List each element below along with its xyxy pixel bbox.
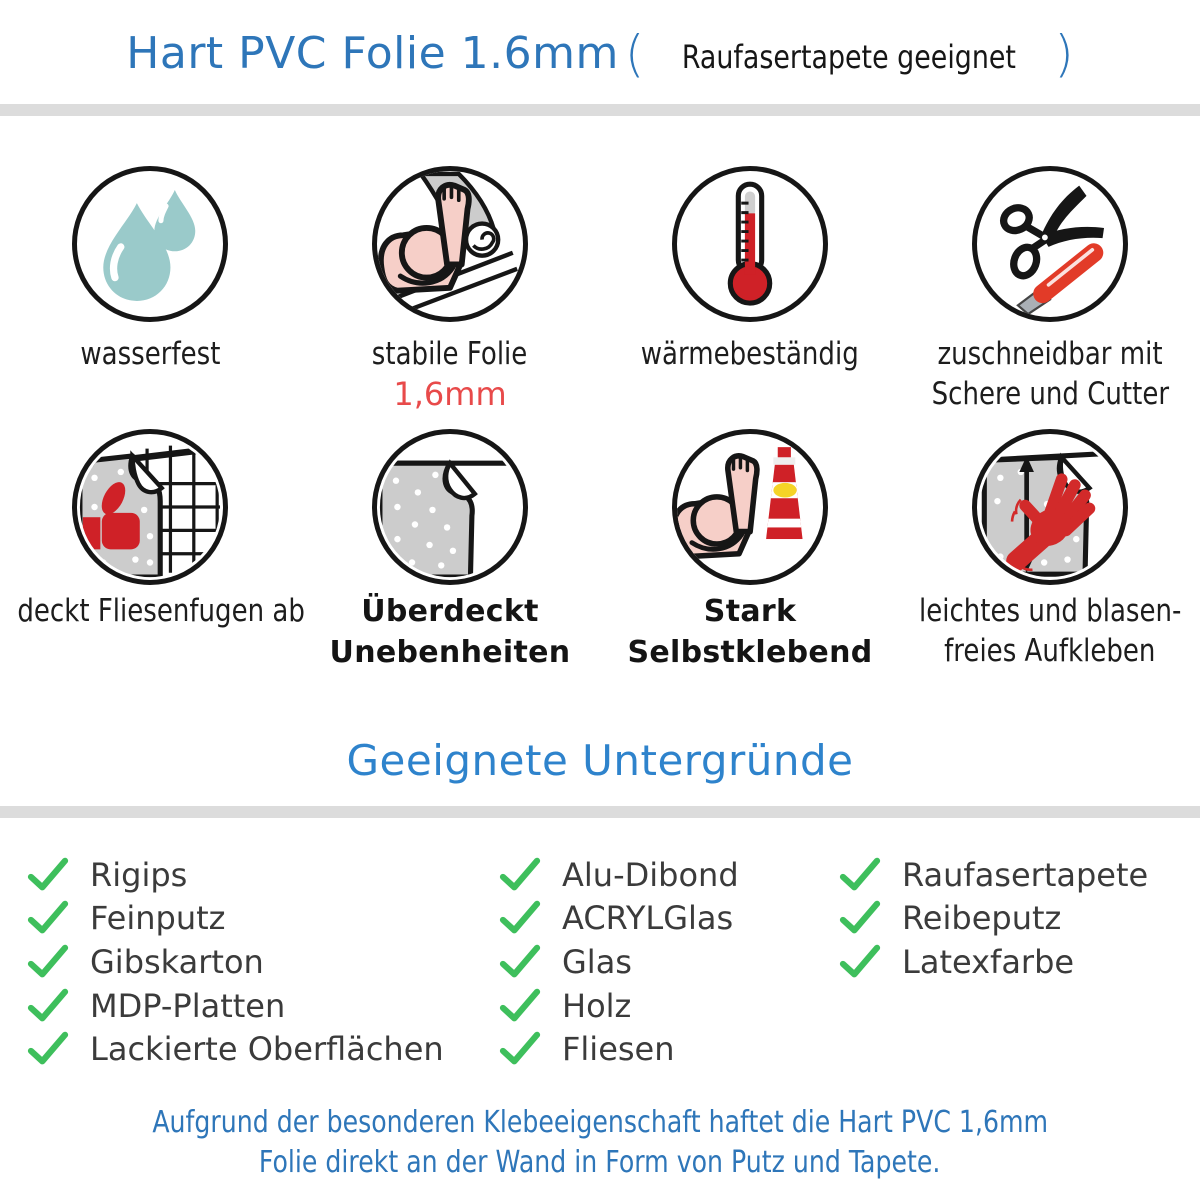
- substrate-label: Alu-Dibond: [562, 855, 739, 894]
- section-heading-untergruende: Geeignete Untergründe: [346, 736, 854, 785]
- footnote: [0, 1103, 1200, 1183]
- feature-wasserfest: [0, 166, 300, 415]
- thermometer-icon: [672, 166, 828, 322]
- hand-smoothing-icon: [972, 429, 1128, 585]
- substrate-label: Reibeputz: [902, 899, 1062, 938]
- feature-label-line2: Selbstklebend: [627, 635, 873, 670]
- list-item: [498, 897, 739, 941]
- feature-selbstklebend: [600, 429, 900, 673]
- paren-close: ): [1054, 25, 1074, 83]
- list-item: [26, 897, 444, 941]
- title-paren-text: Raufasertapete geeignet: [682, 38, 1017, 76]
- list-item: [838, 897, 1148, 941]
- water-drops-icon: [72, 166, 228, 322]
- page-title: [0, 22, 1200, 98]
- feature-row-1: [0, 166, 1200, 415]
- feature-label: wärmebeständig: [641, 336, 859, 372]
- check-icon: [26, 1031, 70, 1067]
- check-icon: [26, 988, 70, 1024]
- feature-label-line2: Unebenheiten: [329, 635, 571, 670]
- feature-label: wasserfest: [79, 336, 221, 372]
- feature-label: deckt Fliesenfugen ab: [17, 593, 305, 629]
- feature-label: leichtes und blasen-: [918, 593, 1182, 629]
- scissors-cutter-icon: [972, 166, 1128, 322]
- muscle-arm-glue-icon: [672, 429, 828, 585]
- feature-fliesenfugen: [0, 429, 305, 673]
- substrate-label: Fliesen: [562, 1030, 675, 1069]
- check-icon: [838, 900, 882, 936]
- list-item: [498, 940, 739, 984]
- feature-label: Überdeckt: [361, 594, 539, 629]
- list-item: [498, 984, 739, 1028]
- feature-label: Stark: [703, 594, 797, 629]
- divider-top: [0, 104, 1200, 116]
- check-icon: [26, 857, 70, 893]
- substrate-label: Lackierte Oberflächen: [90, 1030, 444, 1069]
- list-item: [26, 940, 444, 984]
- check-icon: [26, 944, 70, 980]
- list-item: [498, 853, 739, 897]
- list-item: [26, 1027, 444, 1071]
- check-icon: [498, 944, 542, 980]
- feature-thickness-label: 1,6mm: [393, 375, 507, 413]
- substrate-label: Rigips: [90, 855, 188, 894]
- muscle-arm-foil-icon: [372, 166, 528, 322]
- footnote-line1: Aufgrund der besonderen Klebeeigenschaft haftet die Hart PVC 1,6mm: [152, 1105, 1048, 1140]
- feature-label: stabile Folie: [372, 336, 528, 372]
- substrate-column-2: [498, 853, 739, 1071]
- substrate-label: Glas: [562, 942, 632, 981]
- check-icon: [498, 857, 542, 893]
- thumb-up-tiles-icon: [72, 429, 228, 585]
- check-icon: [838, 857, 882, 893]
- divider-middle: [0, 806, 1200, 818]
- feature-zuschneidbar: [900, 166, 1200, 415]
- check-icon: [838, 944, 882, 980]
- check-icon: [498, 900, 542, 936]
- substrate-label: Latexfarbe: [902, 942, 1075, 981]
- list-item: [498, 1027, 739, 1071]
- feature-aufkleben: [900, 429, 1200, 673]
- substrate-column-3: [838, 853, 1148, 984]
- list-item: [26, 984, 444, 1028]
- footnote-line2: Folie direkt an der Wand in Form von Putz und Tapete.: [259, 1145, 941, 1180]
- feature-stabile-folie: [300, 166, 600, 415]
- title-main: Hart PVC Folie 1.6mm: [126, 28, 619, 79]
- feature-waermebestaendig: [600, 166, 900, 415]
- check-icon: [498, 988, 542, 1024]
- paren-open: (: [624, 25, 645, 83]
- feature-unebenheiten: [300, 429, 600, 673]
- foil-corner-fold-icon: [372, 429, 528, 585]
- substrate-label: ACRYLGlas: [562, 899, 734, 938]
- feature-label-line2: freies Aufkleben: [944, 633, 1156, 669]
- list-item: [838, 853, 1148, 897]
- substrate-label: Holz: [562, 986, 632, 1025]
- feature-row-2: [0, 429, 1200, 673]
- substrate-label: Feinputz: [90, 899, 226, 938]
- substrate-label: Raufasertapete: [902, 855, 1149, 894]
- check-icon: [498, 1031, 542, 1067]
- feature-label: zuschneidbar mit: [937, 336, 1163, 372]
- check-icon: [26, 900, 70, 936]
- feature-label-line2: Schere und Cutter: [931, 376, 1169, 412]
- substrate-column-1: [26, 853, 444, 1071]
- list-item: [838, 940, 1148, 984]
- substrate-label: Gibskarton: [90, 942, 264, 981]
- list-item: [26, 853, 444, 897]
- substrate-label: MDP-Platten: [90, 986, 286, 1025]
